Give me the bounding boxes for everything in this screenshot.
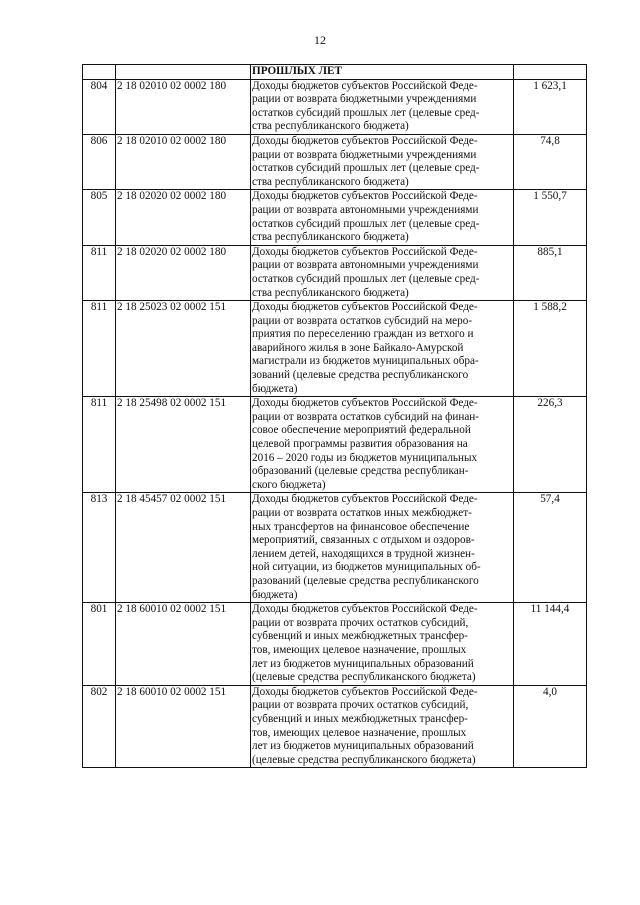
revenue-name-line: Доходы бюджетов субъектов Российской Феде-: [252, 134, 478, 147]
revenue-name-line: Доходы бюджетов субъектов Российской Феде-: [252, 603, 478, 616]
amount-cell: 1 550,7: [514, 190, 587, 245]
revenue-name-line: магистрали из бюджетов муниципальных обра-: [252, 355, 479, 368]
revenue-name-line: рации от возврата прочих остатков субсидий,: [252, 616, 469, 629]
revenue-name-line: лением детей, находящихся в трудной жизнен-: [252, 547, 475, 560]
revenue-name-line: рации от возврата автономными учреждениями: [252, 203, 479, 216]
revenue-name-line: мероприятий, связанных с отдыхом и оздоров-: [252, 534, 475, 547]
table-row: [83, 79, 587, 134]
revenue-name-line: ства республиканского бюджета): [252, 286, 409, 299]
revenue-name-line: ства республиканского бюджета): [252, 120, 409, 133]
revenue-name-line: совое обеспечение мероприятий федеральной: [252, 424, 471, 437]
section-header-row: [83, 65, 587, 80]
table-row: [83, 245, 587, 300]
revenue-name-cell: [251, 79, 514, 134]
revenue-name-line: ства республиканского бюджета): [252, 231, 409, 244]
revenue-name-line: (целевые средства республиканского бюджета): [252, 753, 476, 766]
table-row: [83, 301, 587, 397]
revenue-name-line: остатков субсидий прошлых лет (целевые сред-: [252, 106, 480, 119]
section-title: ПРОШЛЫХ ЛЕТ: [251, 65, 514, 80]
amount-cell: 4,0: [514, 685, 587, 768]
revenue-name-line: Доходы бюджетов субъектов Российской Феде-: [252, 301, 478, 314]
revenue-name-cell: [251, 301, 514, 397]
admin-code-cell: 806: [83, 134, 116, 189]
budget-classification-code-cell: 2 18 60010 02 0002 151: [116, 685, 251, 768]
header-code-cell: [116, 65, 251, 80]
amount-cell: 1 623,1: [514, 79, 587, 134]
revenue-name-line: целевой программы развития образования на: [252, 438, 468, 451]
amount-cell: 226,3: [514, 397, 587, 493]
table-body: [83, 65, 587, 768]
revenue-name-line: Доходы бюджетов субъектов Российской Феде-: [252, 245, 478, 258]
revenue-name-line: тов, имеющих целевое назначение, прошлых: [252, 726, 467, 739]
admin-code-cell: 813: [83, 493, 116, 603]
revenue-name-line: рации от возврата бюджетными учреждениями: [252, 148, 477, 161]
amount-cell: 11 144,4: [514, 603, 587, 686]
revenue-name-line: рации от возврата прочих остатков субсидий,: [252, 699, 469, 712]
revenue-name-line: рации от возврата бюджетными учреждениями: [252, 93, 477, 106]
revenue-name-line: (целевые средства республиканского бюджета): [252, 671, 476, 684]
revenue-name-line: ского бюджета): [252, 478, 326, 491]
page-number: 12: [314, 33, 326, 47]
budget-classification-code-cell: 2 18 02010 02 0002 180: [116, 134, 251, 189]
budget-classification-code-cell: 2 18 02010 02 0002 180: [116, 79, 251, 134]
revenue-name-line: Доходы бюджетов субъектов Российской Феде-: [252, 190, 478, 203]
table-row: [83, 493, 587, 603]
budget-classification-code-cell: 2 18 02020 02 0002 180: [116, 245, 251, 300]
table-row: [83, 685, 587, 768]
table-row: [83, 397, 587, 493]
budget-classification-code-cell: 2 18 25498 02 0002 151: [116, 397, 251, 493]
budget-classification-code-cell: 2 18 60010 02 0002 151: [116, 603, 251, 686]
revenue-name-cell: [251, 397, 514, 493]
revenue-name-line: Доходы бюджетов субъектов Российской Феде-: [252, 685, 478, 698]
revenue-name-line: приятия по переселению граждан из ветхого и: [252, 328, 474, 341]
revenue-name-line: ной ситуации, из бюджетов муниципальных об-: [252, 561, 481, 574]
revenue-name-line: ных трансфертов на финансовое обеспечение: [252, 520, 470, 533]
revenue-name-line: бюджета): [252, 382, 298, 395]
revenue-name-line: остатков субсидий прошлых лет (целевые сред-: [252, 162, 480, 175]
revenue-name-line: аварийного жилья в зоне Байкало-Амурской: [252, 341, 464, 354]
admin-code-cell: 805: [83, 190, 116, 245]
budget-classification-code-cell: 2 18 02020 02 0002 180: [116, 190, 251, 245]
header-amount-cell: [514, 65, 587, 80]
revenue-name-cell: [251, 134, 514, 189]
admin-code-cell: 811: [83, 301, 116, 397]
table-row: [83, 603, 587, 686]
revenue-name-line: зований (целевые средства республиканского: [252, 369, 469, 382]
header-admin-cell: [83, 65, 116, 80]
revenue-name-line: лет из бюджетов муниципальных образований: [252, 657, 474, 670]
revenue-name-line: Доходы бюджетов субъектов Российской Феде-: [252, 79, 478, 92]
revenue-name-line: ства республиканского бюджета): [252, 175, 409, 188]
amount-cell: 57,4: [514, 493, 587, 603]
revenue-name-line: тов, имеющих целевое назначение, прошлых: [252, 643, 467, 656]
revenue-name-line: субвенций и иных межбюджетных трансфер-: [252, 630, 468, 643]
budget-revenue-table: [82, 64, 587, 768]
revenue-name-line: бюджета): [252, 588, 298, 601]
admin-code-cell: 811: [83, 397, 116, 493]
admin-code-cell: 811: [83, 245, 116, 300]
revenue-name-line: образований (целевые средства республикан-: [252, 465, 469, 478]
revenue-name-cell: [251, 493, 514, 603]
revenue-name-cell: [251, 190, 514, 245]
budget-classification-code-cell: 2 18 45457 02 0002 151: [116, 493, 251, 603]
amount-cell: 1 588,2: [514, 301, 587, 397]
budget-classification-code-cell: 2 18 25023 02 0002 151: [116, 301, 251, 397]
admin-code-cell: 801: [83, 603, 116, 686]
revenue-name-line: остатков субсидий прошлых лет (целевые сред-: [252, 272, 480, 285]
revenue-name-line: лет из бюджетов муниципальных образований: [252, 740, 474, 753]
amount-cell: 885,1: [514, 245, 587, 300]
table-row: [83, 190, 587, 245]
table-row: [83, 134, 587, 189]
revenue-name-line: рации от возврата остатков субсидий на меро-: [252, 314, 473, 327]
revenue-name-line: рации от возврата остатков иных межбюджет-: [252, 507, 472, 519]
revenue-name-line: субвенций и иных межбюджетных трансфер-: [252, 712, 468, 725]
revenue-name-line: остатков субсидий прошлых лет (целевые сред-: [252, 217, 480, 230]
amount-cell: 74,8: [514, 134, 587, 189]
revenue-name-line: 2016 – 2020 годы из бюджетов муниципальных: [252, 451, 478, 464]
revenue-name-line: Доходы бюджетов субъектов Российской Феде-: [252, 493, 478, 506]
admin-code-cell: 802: [83, 685, 116, 768]
revenue-name-line: Доходы бюджетов субъектов Российской Феде-: [252, 397, 478, 410]
admin-code-cell: 804: [83, 79, 116, 134]
revenue-name-line: рации от возврата автономными учреждениями: [252, 259, 479, 272]
revenue-name-line: разований (целевые средства республиканского: [252, 574, 479, 587]
revenue-name-line: рации от возврата остатков субсидий на финан-: [252, 410, 479, 423]
revenue-name-cell: [251, 245, 514, 300]
revenue-name-cell: [251, 603, 514, 686]
revenue-name-cell: [251, 685, 514, 768]
